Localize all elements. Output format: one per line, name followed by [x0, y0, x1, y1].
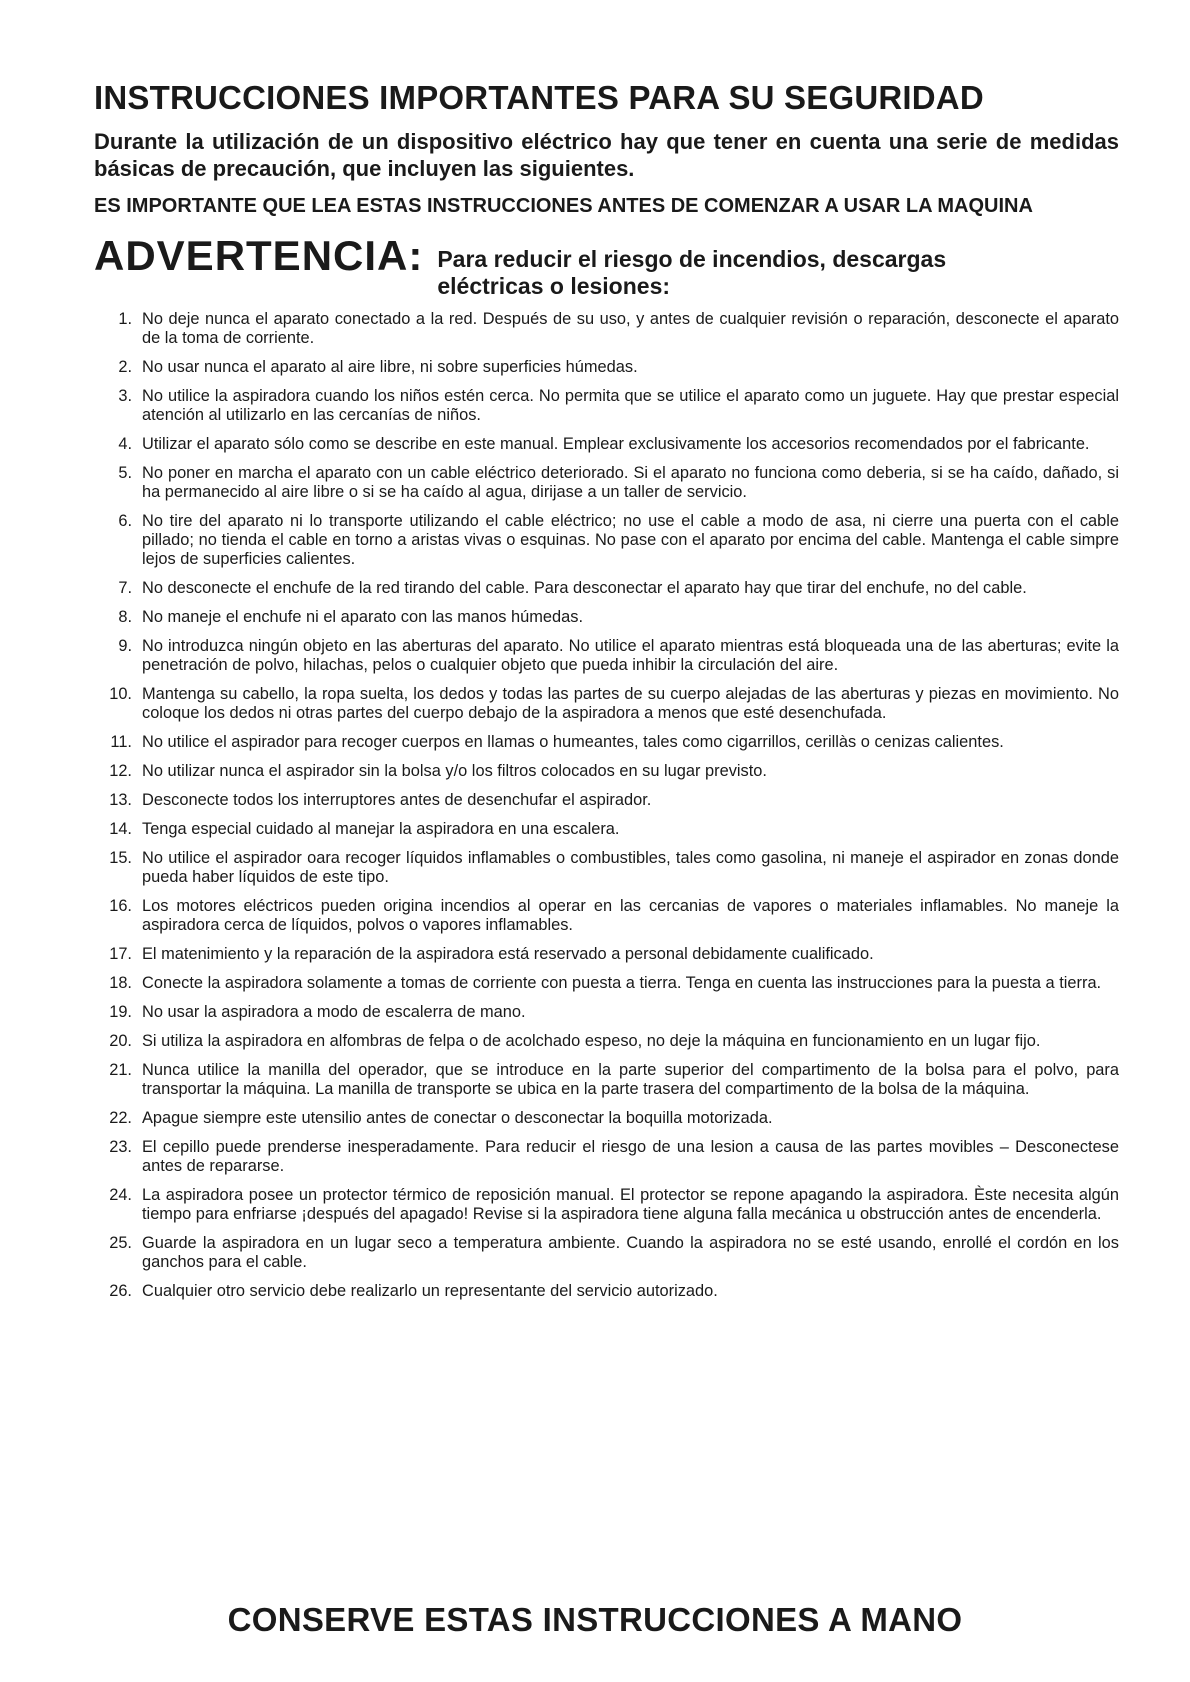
list-item-text: La aspiradora posee un protector térmico de reposición manual. El protector se repone apagando la aspiradora. Èste necesita algún tiempo para enfriarse ¡después del apagado! Revise si la aspiradora tiene alguna falla mecánica u obstrucción antes de encenderla.	[142, 1186, 1119, 1223]
list-item	[94, 849, 1119, 887]
list-item-number: 13.	[109, 791, 132, 809]
warning-text	[437, 233, 946, 300]
list-item-number: 26.	[109, 1282, 132, 1300]
list-item-text: Guarde la aspiradora en un lugar seco a temperatura ambiente. Cuando la aspiradora no se esté usando, enrollé el cordón en los ganchos para el cable.	[142, 1234, 1119, 1271]
list-item	[94, 387, 1119, 425]
list-item-number: 3.	[118, 387, 132, 405]
list-item-text: No usar nunca el aparato al aire libre, ni sobre superficies húmedas.	[142, 358, 638, 376]
list-item	[94, 1234, 1119, 1272]
list-item-number: 19.	[109, 1003, 132, 1021]
list-item	[94, 464, 1119, 502]
list-item	[94, 1032, 1119, 1051]
list-item	[94, 762, 1119, 781]
list-item	[94, 1186, 1119, 1224]
closing-title: CONSERVE ESTAS INSTRUCCIONES A MANO	[227, 1601, 963, 1638]
list-item-text: Cualquier otro servicio debe realizarlo un representante del servicio autorizado.	[142, 1282, 718, 1300]
list-item-text: Los motores eléctricos pueden origina incendios al operar en las cercanias de vapores o materiales inflamables. No maneje la aspiradora cerca de líquidos, polvos o vapores inflamables.	[142, 897, 1119, 934]
list-item	[94, 791, 1119, 810]
list-item	[94, 1282, 1119, 1301]
warning-line-1: Para reducir el riesgo de incendios, descargas	[437, 246, 947, 272]
list-item	[94, 945, 1119, 964]
list-item	[94, 974, 1119, 993]
list-item-number: 24.	[109, 1186, 132, 1204]
list-item	[94, 685, 1119, 723]
list-item-text: Conecte la aspiradora solamente a tomas de corriente con puesta a tierra. Tenga en cuenta las instrucciones para la puesta a tierra.	[142, 974, 1102, 992]
list-item	[94, 820, 1119, 839]
warning-label: ADVERTENCIA:	[94, 232, 424, 279]
list-item-text: Apague siempre este utensilio antes de conectar o desconectar la boquilla motorizada.	[142, 1109, 773, 1127]
list-item-text: Desconecte todos los interruptores antes de desenchufar el aspirador.	[142, 791, 652, 809]
list-item-text: No maneje el enchufe ni el aparato con las manos húmedas.	[142, 608, 583, 626]
warning-block	[94, 233, 1119, 300]
list-item-number: 7.	[118, 579, 132, 597]
list-item-text: Mantenga su cabello, la ropa suelta, los dedos y todas las partes de su cuerpo alejadas de las aberturas y piezas en movimiento. No coloque los dedos ni otras partes del cuerpo debajo de la aspiradora a menos que esté desenchufada.	[142, 685, 1119, 722]
list-item	[94, 1138, 1119, 1176]
list-item-number: 6.	[118, 512, 132, 530]
list-item	[94, 310, 1119, 348]
page-title: INSTRUCCIONES IMPORTANTES PARA SU SEGURIDAD	[94, 79, 984, 116]
list-item-text: Utilizar el aparato sólo como se describe en este manual. Emplear exclusivamente los accesorios recomendados por el fabricante.	[142, 435, 1090, 453]
list-item-number: 9.	[118, 637, 132, 655]
list-item-number: 11.	[110, 733, 132, 751]
list-item	[94, 358, 1119, 377]
list-item-text: No utilice el aspirador para recoger cuerpos en llamas o humeantes, tales como cigarrillos, cerillàs o cenizas calientes.	[142, 733, 1004, 751]
list-item-text: El matenimiento y la reparación de la aspiradora está reservado a personal debidamente cualificado.	[142, 945, 874, 963]
list-item-text: No utilice el aspirador oara recoger líquidos inflamables o combustibles, tales como gasolina, ni maneje el aspirador en zonas donde pueda haber líquidos de este tipo.	[142, 849, 1119, 886]
list-item-text: Si utiliza la aspiradora en alfombras de felpa o de acolchado espeso, no deje la máquina en funcionamiento en un lugar fijo.	[142, 1032, 1041, 1050]
list-item-number: 18.	[109, 974, 132, 992]
list-item-number: 5.	[118, 464, 132, 482]
list-item-text: No deje nunca el aparato conectado a la red. Después de su uso, y antes de cualquier revisión o reparación, desconecte el aparato de la toma de corriente.	[142, 310, 1119, 347]
list-item-number: 1.	[118, 310, 132, 328]
list-item-number: 23.	[109, 1138, 132, 1156]
list-item-text: Nunca utilice la manilla del operador, que se introduce en la parte superior del compartimento de la bolsa para el polvo, para transportar la máquina. La manilla de transporte se ubica en la parte trasera del compartimento de la bolsa de la máquina.	[142, 1061, 1119, 1098]
list-item-number: 22.	[109, 1109, 132, 1127]
list-item-number: 8.	[118, 608, 132, 626]
list-item-number: 12.	[109, 762, 132, 780]
list-item	[94, 1061, 1119, 1099]
list-item-number: 15.	[109, 849, 132, 867]
list-item-text: No desconecte el enchufe de la red tirando del cable. Para desconectar el aparato hay que tirar del enchufe, no del cable.	[142, 579, 1027, 597]
list-item	[94, 512, 1119, 569]
list-item-text: No utilice la aspiradora cuando los niños estén cerca. No permita que se utilice el aparato como un juguete. Hay que prestar especial atención al utilizarlo en las cercanías de niños.	[142, 387, 1119, 424]
safety-rules-list	[94, 310, 1119, 1301]
list-item	[94, 435, 1119, 454]
list-item-text: No utilizar nunca el aspirador sin la bolsa y/o los filtros colocados en su lugar previsto.	[142, 762, 767, 780]
list-item-number: 21.	[109, 1061, 132, 1079]
list-item	[94, 1003, 1119, 1022]
list-item-number: 10.	[109, 685, 132, 703]
list-item	[94, 733, 1119, 752]
list-item-number: 16.	[109, 897, 132, 915]
list-item-number: 25.	[109, 1234, 132, 1252]
list-item-text: No usar la aspiradora a modo de escalerra de mano.	[142, 1003, 526, 1021]
list-item-number: 20.	[109, 1032, 132, 1050]
list-item	[94, 608, 1119, 627]
list-item-text: No poner en marcha el aparato con un cable eléctrico deteriorado. Si el aparato no funciona como deberia, si se ha caído, dañado, si ha permanecido al aire libre o si se ha caído al agua, dirijase a un taller de servicio.	[142, 464, 1119, 501]
list-item-number: 14.	[109, 820, 132, 838]
intro-paragraph: Durante la utilización de un dispositivo eléctrico hay que tener en cuenta una serie de medidas básicas de precaución, que incluyen las siguientes.	[94, 129, 1119, 181]
list-item-text: El cepillo puede prenderse inesperadamente. Para reducir el riesgo de una lesion a causa de las partes movibles – Desconectese antes de repararse.	[142, 1138, 1119, 1175]
list-item	[94, 897, 1119, 935]
list-item	[94, 1109, 1119, 1128]
list-item-text: Tenga especial cuidado al manejar la aspiradora en una escalera.	[142, 820, 620, 838]
list-item	[94, 579, 1119, 598]
list-item-number: 2.	[118, 358, 132, 376]
list-item	[94, 637, 1119, 675]
read-instructions-notice: ES IMPORTANTE QUE LEA ESTAS INSTRUCCIONES ANTES DE COMENZAR A USAR LA MAQUINA	[94, 195, 1033, 217]
document-page	[94, 78, 1119, 1311]
list-item-number: 4.	[118, 435, 132, 453]
warning-line-2: eléctricas o lesiones:	[437, 273, 671, 299]
list-item-text: No introduzca ningún objeto en las aberturas del aparato. No utilice el aparato mientras está bloqueada una de las aberturas; evite la penetración de polvo, hilachas, pelos o cualquier objeto que pueda inhibir la circulación del aire.	[142, 637, 1119, 674]
list-item-number: 17.	[109, 945, 132, 963]
list-item-text: No tire del aparato ni lo transporte utilizando el cable eléctrico; no use el cable a modo de asa, ni cierre una puerta con el cable pillado; no tienda el cable en torno a aristas vivas o esquinas. No pase con el aparato por encima del cable. Mantenga el cable simpre lejos de superficies calientes.	[142, 512, 1119, 568]
